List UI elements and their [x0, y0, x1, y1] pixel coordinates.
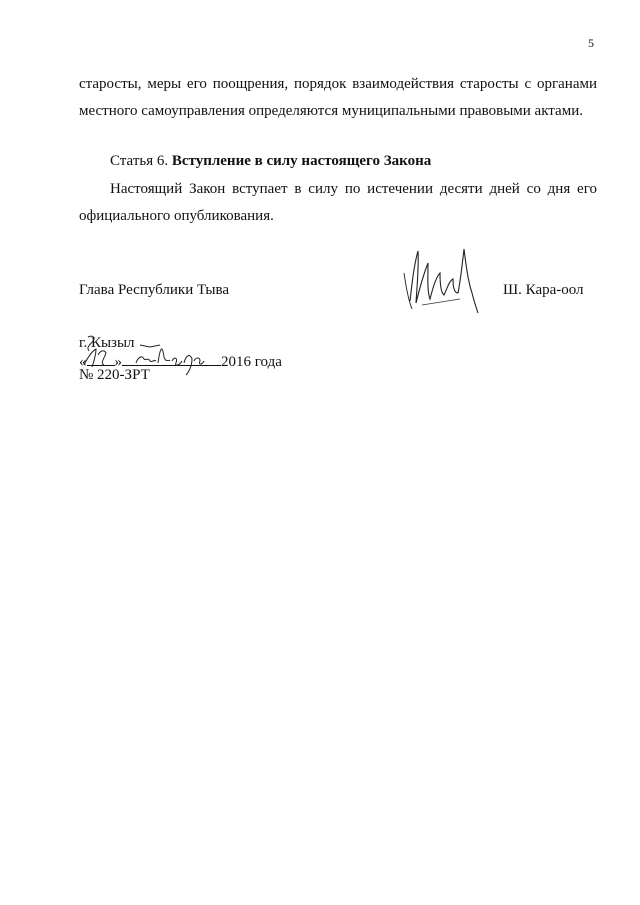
signatory-title: Глава Республики Тыва: [79, 282, 230, 298]
article-6-line-1: Настоящий Закон вступает в силу по истечении десяти дней со дня его: [110, 181, 597, 197]
page-number: 5: [588, 36, 594, 50]
date-close-quote: »: [114, 354, 122, 370]
paragraph-1-line-1: старосты, меры его поощрения, порядок взаимодействия старосты с органами: [79, 76, 597, 92]
paragraph-1-line-2: местного самоуправления определяются муниципальными правовыми актами.: [79, 103, 583, 119]
article-6-heading: [110, 151, 431, 171]
article-6-body: [79, 176, 597, 230]
date-open-quote: «: [79, 354, 87, 370]
handwritten-signature: [400, 243, 482, 315]
handwritten-date-entry: [76, 327, 216, 377]
date-year: 2016 года: [221, 354, 282, 370]
issuance-place: г. Кызыл: [79, 335, 135, 351]
article-6-line-2: официального опубликования.: [79, 208, 274, 224]
paragraph-1: [79, 71, 597, 125]
signatory-name: Ш. Кара-оол: [503, 282, 584, 298]
article-6-title: Вступление в силу настоящего Закона: [171, 153, 432, 169]
law-number: № 220-ЗРТ: [79, 367, 150, 383]
article-6-prefix: Статья 6.: [110, 153, 172, 169]
